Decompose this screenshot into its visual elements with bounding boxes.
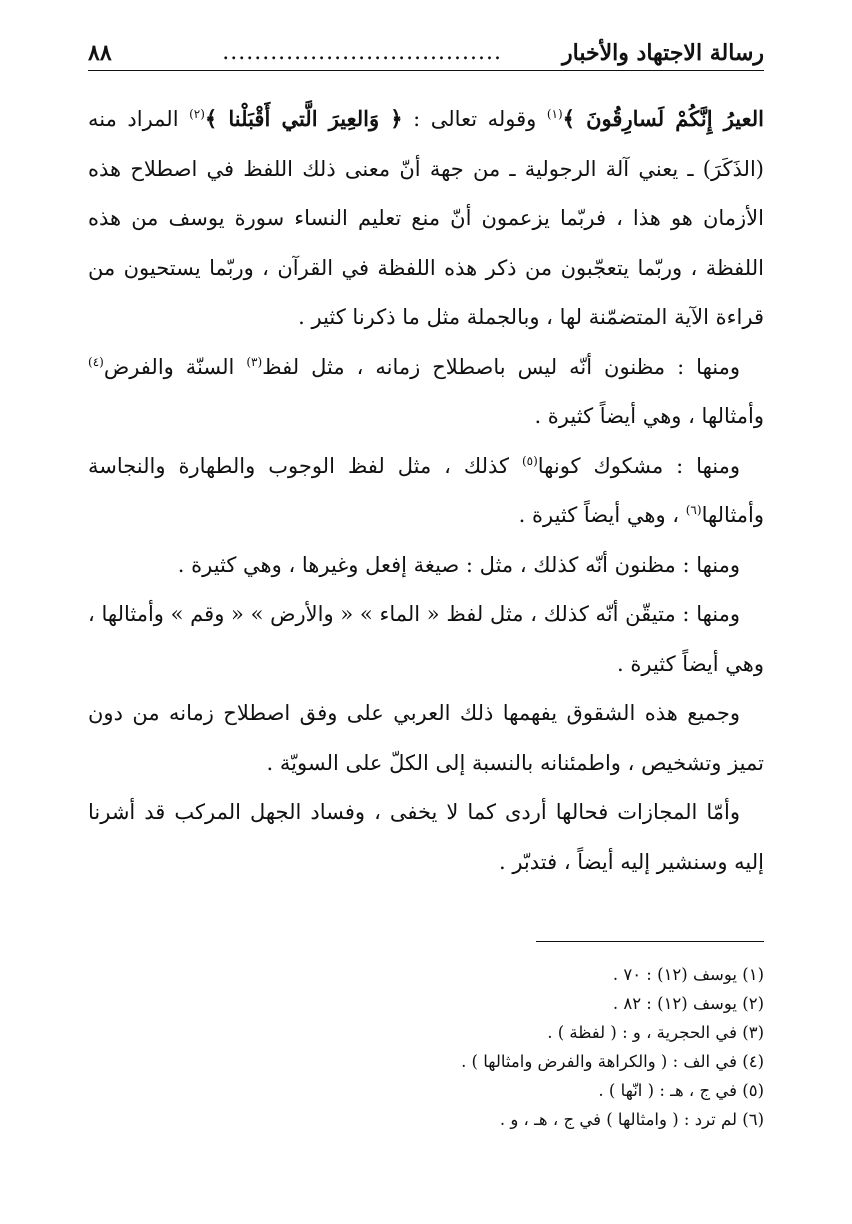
footnote-4: (٤) في الف : ( والكراهة والفرض وامثالها ) . [461,1052,764,1071]
footnote-ref-1: (١) [546,107,563,121]
footnote-6: (٦) لم ترد : ( وامثالها ) في ج ، هـ ، و . [499,1110,764,1129]
footnote-ref-5: (٥) [521,453,538,468]
footnote-ref-2: (٢) [189,107,205,121]
paragraph-3 [88,442,764,541]
book-title: رسالة الاجتهاد والأخبار [562,40,764,66]
paragraph-text: السنّة والفرض [103,354,247,379]
running-header [88,36,764,71]
paragraph-text: وأمثالها ، وهي أيضاً كثيرة . [534,404,764,428]
footnote-separator [536,941,764,942]
footnote-1: (١) يوسف (١٢) : ٧٠ . [612,965,764,984]
main-text [88,94,764,887]
paragraph-1 [88,94,764,343]
paragraph-5: ومنها : متيقّن أنّه كذلك ، مثل لفظ « الماء » « والأرض » « وقم » وأمثالها ، وهي أيضاً كثيرة . [88,602,764,676]
paragraph-6: وجميع هذه الشقوق يفهمها ذلك العربي على وفق اصطلاح زمانه من دون تميز وتشخيص ، واطمئنانه بالنسبة إلى الكلّ على السويّة . [88,701,764,775]
paragraph-text: وقوله تعالى : [402,107,547,131]
footnote-2: (٢) يوسف (١٢) : ٨٢ . [612,994,764,1013]
quran-verse-1: العيرُ إِنَّكُمْ لَسارِقُونَ ﴾ [562,106,765,131]
paragraph-text: ومنها : مشكوك كونها [537,453,740,478]
paragraph-text: كذلك ، مثل لفظ الوجوب والطهارة والنجاسة وأمثالها [88,453,764,527]
footnote-ref-4: (٤) [88,354,104,369]
footnote-ref-6: (٦) [685,503,702,517]
paragraph-7: وأمّا المجازات فحالها أردى كما لا يخفى ، وفساد الجهل المركب قد أشرنا إليه وسنشير إليه أيضاً ، فتدبّر . [88,800,764,874]
footnote-ref-3: (٣) [246,354,263,369]
footnotes [88,960,764,1134]
paragraph-text: المراد منه (الذَكَرَ) ـ يعني آلة الرجولية ـ من جهة أنّ معنى ذلك اللفظ في اصطلاح هذه الأزمان هو هذا ، فربّما يزعمون أنّ منع تعليم النساء سورة يوسف من هذه اللفظة ، وربّما يتعجّبون من ذكر هذه اللفظة في القرآن ، وربّما يستحيون من قراءة الآية المتضمّنة لها ، وبالجملة مثل ما ذكرنا كثير . [88,107,764,329]
footnote-3: (٣) في الحجرية ، و : ( لفظة ) . [547,1023,764,1042]
paragraph-text: ومنها : مظنون أنّه ليس باصطلاح زمانه ، مثل لفظ [262,354,740,379]
header-dot-leader: ................................... [222,40,502,65]
paragraph-text: ، وهي أيضاً كثيرة . [518,503,686,527]
paragraph-4: ومنها : مظنون أنّه كذلك ، مثل : صيغة إفعل وغيرها ، وهي كثيرة . [177,552,740,577]
page-number: ٨٨ [88,40,112,66]
paragraph-2 [88,343,764,442]
quran-verse-2: ﴿ وَالعِيرَ الَّتي أَقْبَلْنا ﴾ [204,106,403,131]
footnote-5: (٥) في ج ، هـ : ( انّها ) . [598,1081,764,1100]
